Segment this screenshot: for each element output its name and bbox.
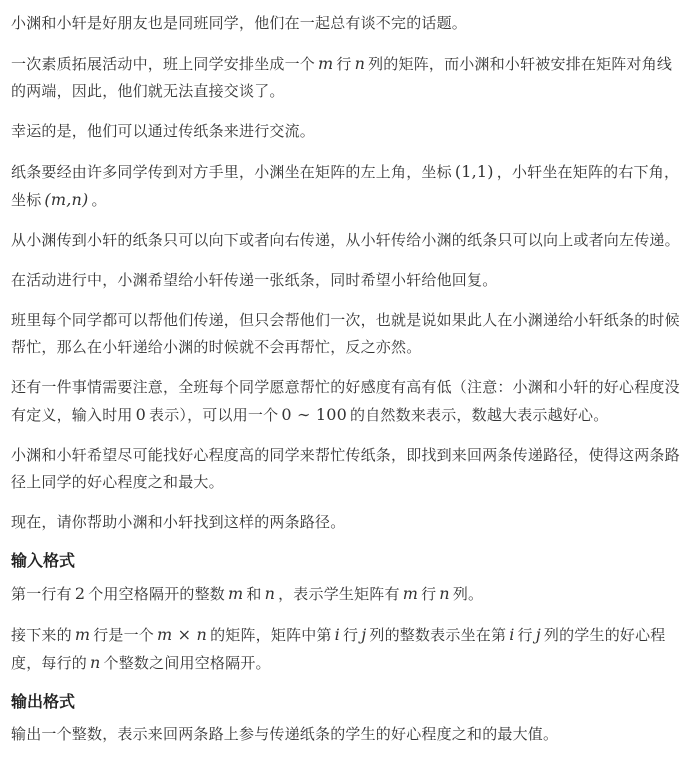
text: 行 xyxy=(517,626,533,644)
text: 的自然数来表示，数越大表示越好心。 xyxy=(350,406,609,424)
math-i: i xyxy=(509,625,515,644)
math-j: j xyxy=(535,625,541,644)
math-m: m xyxy=(74,625,91,644)
math-m: m xyxy=(318,54,334,73)
text: 输出一个整数，表示来回两条路上参与传递纸条的学生的好心程度之和的最大值。 xyxy=(11,725,559,743)
paragraph-directions xyxy=(11,227,685,254)
math-m: m xyxy=(228,584,244,603)
text: 的矩阵，矩阵中第 xyxy=(210,626,332,644)
math-coord-end: (m,n) xyxy=(44,190,89,209)
text: 个用空格隔开的整数 xyxy=(88,585,226,603)
text: 行 xyxy=(421,585,437,603)
math-m: m xyxy=(402,584,419,603)
text: 行是一个 xyxy=(93,626,154,644)
paragraph-kindness xyxy=(11,374,685,429)
text: 表示），可以用一个 xyxy=(149,406,279,424)
paragraph-once xyxy=(11,307,685,361)
math-i: i xyxy=(334,625,340,644)
text: 一次素质拓展活动中，班上同学安排坐成一个 xyxy=(11,55,316,73)
math-range: 0 ∼ 100 xyxy=(281,405,348,424)
text: 从小渊传到小轩的纸条只可以向下或者向右传递，从小轩传给小渊的纸条只可以向上或者向左传递。 xyxy=(11,231,680,249)
text: 幸运的是，他们可以通过传纸条来进行交流。 xyxy=(11,122,316,140)
math-n: n xyxy=(90,653,101,672)
text: ，表示学生矩阵有 xyxy=(278,585,400,603)
text: 在活动进行中，小渊希望给小轩传递一张纸条，同时希望小轩给他回复。 xyxy=(11,271,498,289)
paragraph-intro xyxy=(11,10,685,37)
input-format-heading: 输入格式 xyxy=(11,551,76,570)
output-line-1 xyxy=(11,721,685,748)
paragraph-goal xyxy=(11,442,685,496)
text: 现在，请你帮助小渊和小轩找到这样的两条路径。 xyxy=(11,513,346,531)
math-coord-start: (1,1) xyxy=(454,162,494,181)
text: 接下来的 xyxy=(11,626,72,644)
paragraph-reply xyxy=(11,267,685,294)
input-line-1 xyxy=(11,580,685,608)
math-zero: 0 xyxy=(135,405,146,424)
paragraph-lucky xyxy=(11,118,685,145)
math-n: n xyxy=(354,54,366,73)
text: 还有一件事情需要注意，全班每个同学愿意帮忙的好感度有高有低（注意：小渊和小轩的好心程度没有定义，输入时用 xyxy=(11,378,680,424)
math-j: j xyxy=(361,625,367,644)
text: ，小轩坐在矩阵的右下角，坐标 xyxy=(11,163,680,209)
math-two: 2 xyxy=(74,584,86,603)
text: 列的学生的好心程度，每行的 xyxy=(11,626,666,672)
output-format-heading: 输出格式 xyxy=(11,692,76,711)
text: 行 xyxy=(343,626,359,644)
paragraph-coordinates xyxy=(11,158,685,214)
paragraph-matrix xyxy=(11,50,685,105)
text: 。 xyxy=(91,191,107,209)
text: 列的整数表示坐在第 xyxy=(369,626,507,644)
text: 和 xyxy=(246,585,262,603)
math-m-times-n: m × n xyxy=(157,625,208,644)
text: 小渊和小轩希望尽可能找好心程度高的同学来帮忙传纸条，即找到来回两条传递路径，使得这两条路径上同学的好心程度之和最大。 xyxy=(11,446,680,491)
text: 小渊和小轩是好朋友也是同班同学，他们在一起总有谈不完的话题。 xyxy=(11,14,468,32)
text: 列的矩阵，而小渊和小轩被安排在矩阵对角线的两端，因此，他们就无法直接交谈了。 xyxy=(11,55,673,100)
text: 行 xyxy=(336,55,352,73)
paragraph-request xyxy=(11,509,685,536)
text: 班里每个同学都可以帮他们传递，但只会帮他们一次，也就是说如果此人在小渊递给小轩纸条的时候帮忙，那么在小轩递给小渊的时候就不会再帮忙，反之亦然。 xyxy=(11,311,680,356)
input-line-2 xyxy=(11,621,685,677)
math-n: n xyxy=(264,584,276,603)
text: 个整数之间用空格隔开。 xyxy=(103,654,271,672)
text: 纸条要经由许多同学传到对方手里，小渊坐在矩阵的左上角，坐标 xyxy=(11,163,452,181)
math-n: n xyxy=(439,584,450,603)
text: 列。 xyxy=(452,585,484,603)
text: 第一行有 xyxy=(11,585,72,603)
